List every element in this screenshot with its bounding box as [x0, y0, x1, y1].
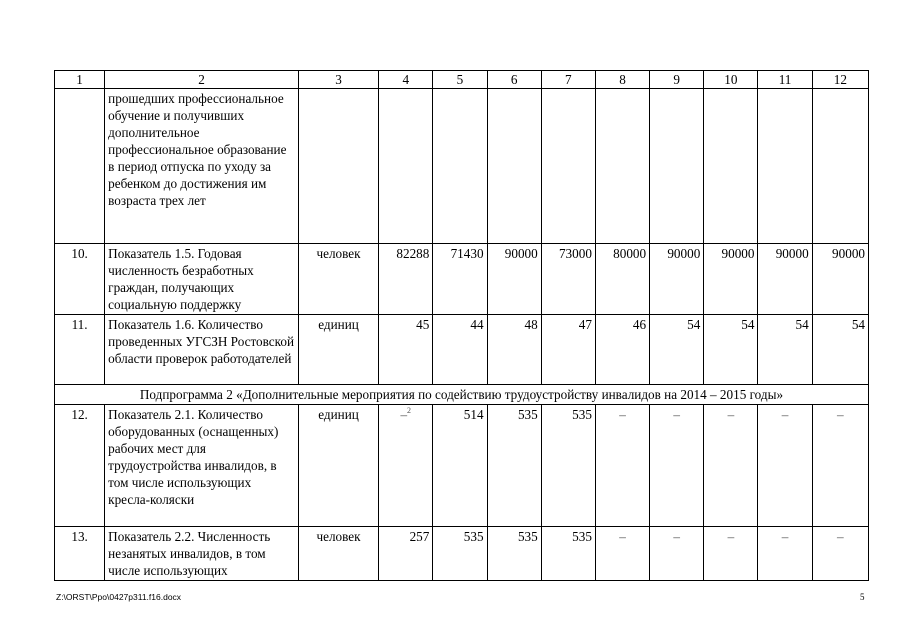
- table-row: [55, 315, 869, 385]
- value-cell: –: [758, 405, 812, 527]
- indicator-description: Показатель 2.2. Численность незанятых инвалидов, в том числе использующих: [105, 527, 299, 581]
- value-cell: –: [812, 527, 868, 581]
- value-cell: –: [812, 405, 868, 527]
- column-header: 10: [704, 71, 758, 89]
- column-header: 8: [595, 71, 649, 89]
- value-cell: 90000: [812, 244, 868, 315]
- column-header: 1: [55, 71, 105, 89]
- value-cell: 45: [379, 315, 433, 385]
- value-cell: –: [595, 405, 649, 527]
- value-cell: 44: [433, 315, 487, 385]
- unit-cell: человек: [298, 527, 378, 581]
- page-number: 5: [860, 592, 865, 602]
- column-header: 12: [812, 71, 868, 89]
- column-header: 11: [758, 71, 812, 89]
- value-cell: 73000: [541, 244, 595, 315]
- value-cell: –: [595, 527, 649, 581]
- indicator-description: Показатель 2.1. Количество оборудованных (оснащенных) рабочих мест для трудоустройства инвалидов, в том числе использующих кресла-коляски: [105, 405, 299, 527]
- column-header: 9: [650, 71, 704, 89]
- value-cell: 90000: [650, 244, 704, 315]
- value-cell: 46: [595, 315, 649, 385]
- row-number: 11.: [55, 315, 105, 385]
- indicator-description: Показатель 1.6. Количество проведенных УГСЗН Ростовской области проверок работодателей: [105, 315, 299, 385]
- value-cell: 82288: [379, 244, 433, 315]
- value-cell: 90000: [758, 244, 812, 315]
- indicator-description: Показатель 1.5. Годовая численность безработных граждан, получающих социальную поддержку: [105, 244, 299, 315]
- unit-cell: человек: [298, 244, 378, 315]
- value-cell: 514: [433, 405, 487, 527]
- value-cell: –: [650, 527, 704, 581]
- table-row: [55, 405, 869, 527]
- value-cell: 48: [487, 315, 541, 385]
- table-row: [55, 527, 869, 581]
- value-cell: –: [704, 405, 758, 527]
- row-number: 10.: [55, 244, 105, 315]
- column-header: 3: [298, 71, 378, 89]
- column-header: 2: [105, 71, 299, 89]
- value-cell: 535: [433, 527, 487, 581]
- column-header: 6: [487, 71, 541, 89]
- row-number: 12.: [55, 405, 105, 527]
- value-cell: –: [758, 527, 812, 581]
- value-cell: 54: [758, 315, 812, 385]
- value-cell: –: [704, 527, 758, 581]
- value-cell: 80000: [595, 244, 649, 315]
- value-cell: –: [650, 405, 704, 527]
- column-header: 7: [541, 71, 595, 89]
- file-path: Z:\ORST\Ppo\0427p311.f16.docx: [56, 592, 182, 602]
- value-cell: 54: [812, 315, 868, 385]
- value-cell: 535: [487, 527, 541, 581]
- value-cell: 90000: [487, 244, 541, 315]
- column-header: 5: [433, 71, 487, 89]
- value-cell: 257: [379, 527, 433, 581]
- subprogram-title: Подпрограмма 2 «Дополнительные мероприятия по содействию трудоустройству инвалидов на 2014 – 2015 годы»: [55, 385, 869, 405]
- table-row: [55, 244, 869, 315]
- indicator-description: прошедших профессиональное обучение и получивших дополнительное профессиональное образование в период отпуска по уходу за ребенком до достижения им возраста трех лет: [105, 89, 299, 244]
- value-cell: –$^2$: [379, 405, 433, 527]
- table-row-continuation: [55, 89, 869, 244]
- column-header: 4: [379, 71, 433, 89]
- value-cell: 535: [541, 405, 595, 527]
- value-cell: 54: [704, 315, 758, 385]
- value-cell: 47: [541, 315, 595, 385]
- value-cell: 535: [541, 527, 595, 581]
- column-number-row: [55, 71, 869, 89]
- section-row: [55, 385, 869, 405]
- unit-cell: единиц: [298, 315, 378, 385]
- value-cell: 90000: [704, 244, 758, 315]
- value-cell: 71430: [433, 244, 487, 315]
- unit-cell: единиц: [298, 405, 378, 527]
- footnote-marker: 2: [407, 405, 412, 415]
- indicators-table: [54, 70, 869, 581]
- row-number: 13.: [55, 527, 105, 581]
- value-cell: 535: [487, 405, 541, 527]
- value-cell: 54: [650, 315, 704, 385]
